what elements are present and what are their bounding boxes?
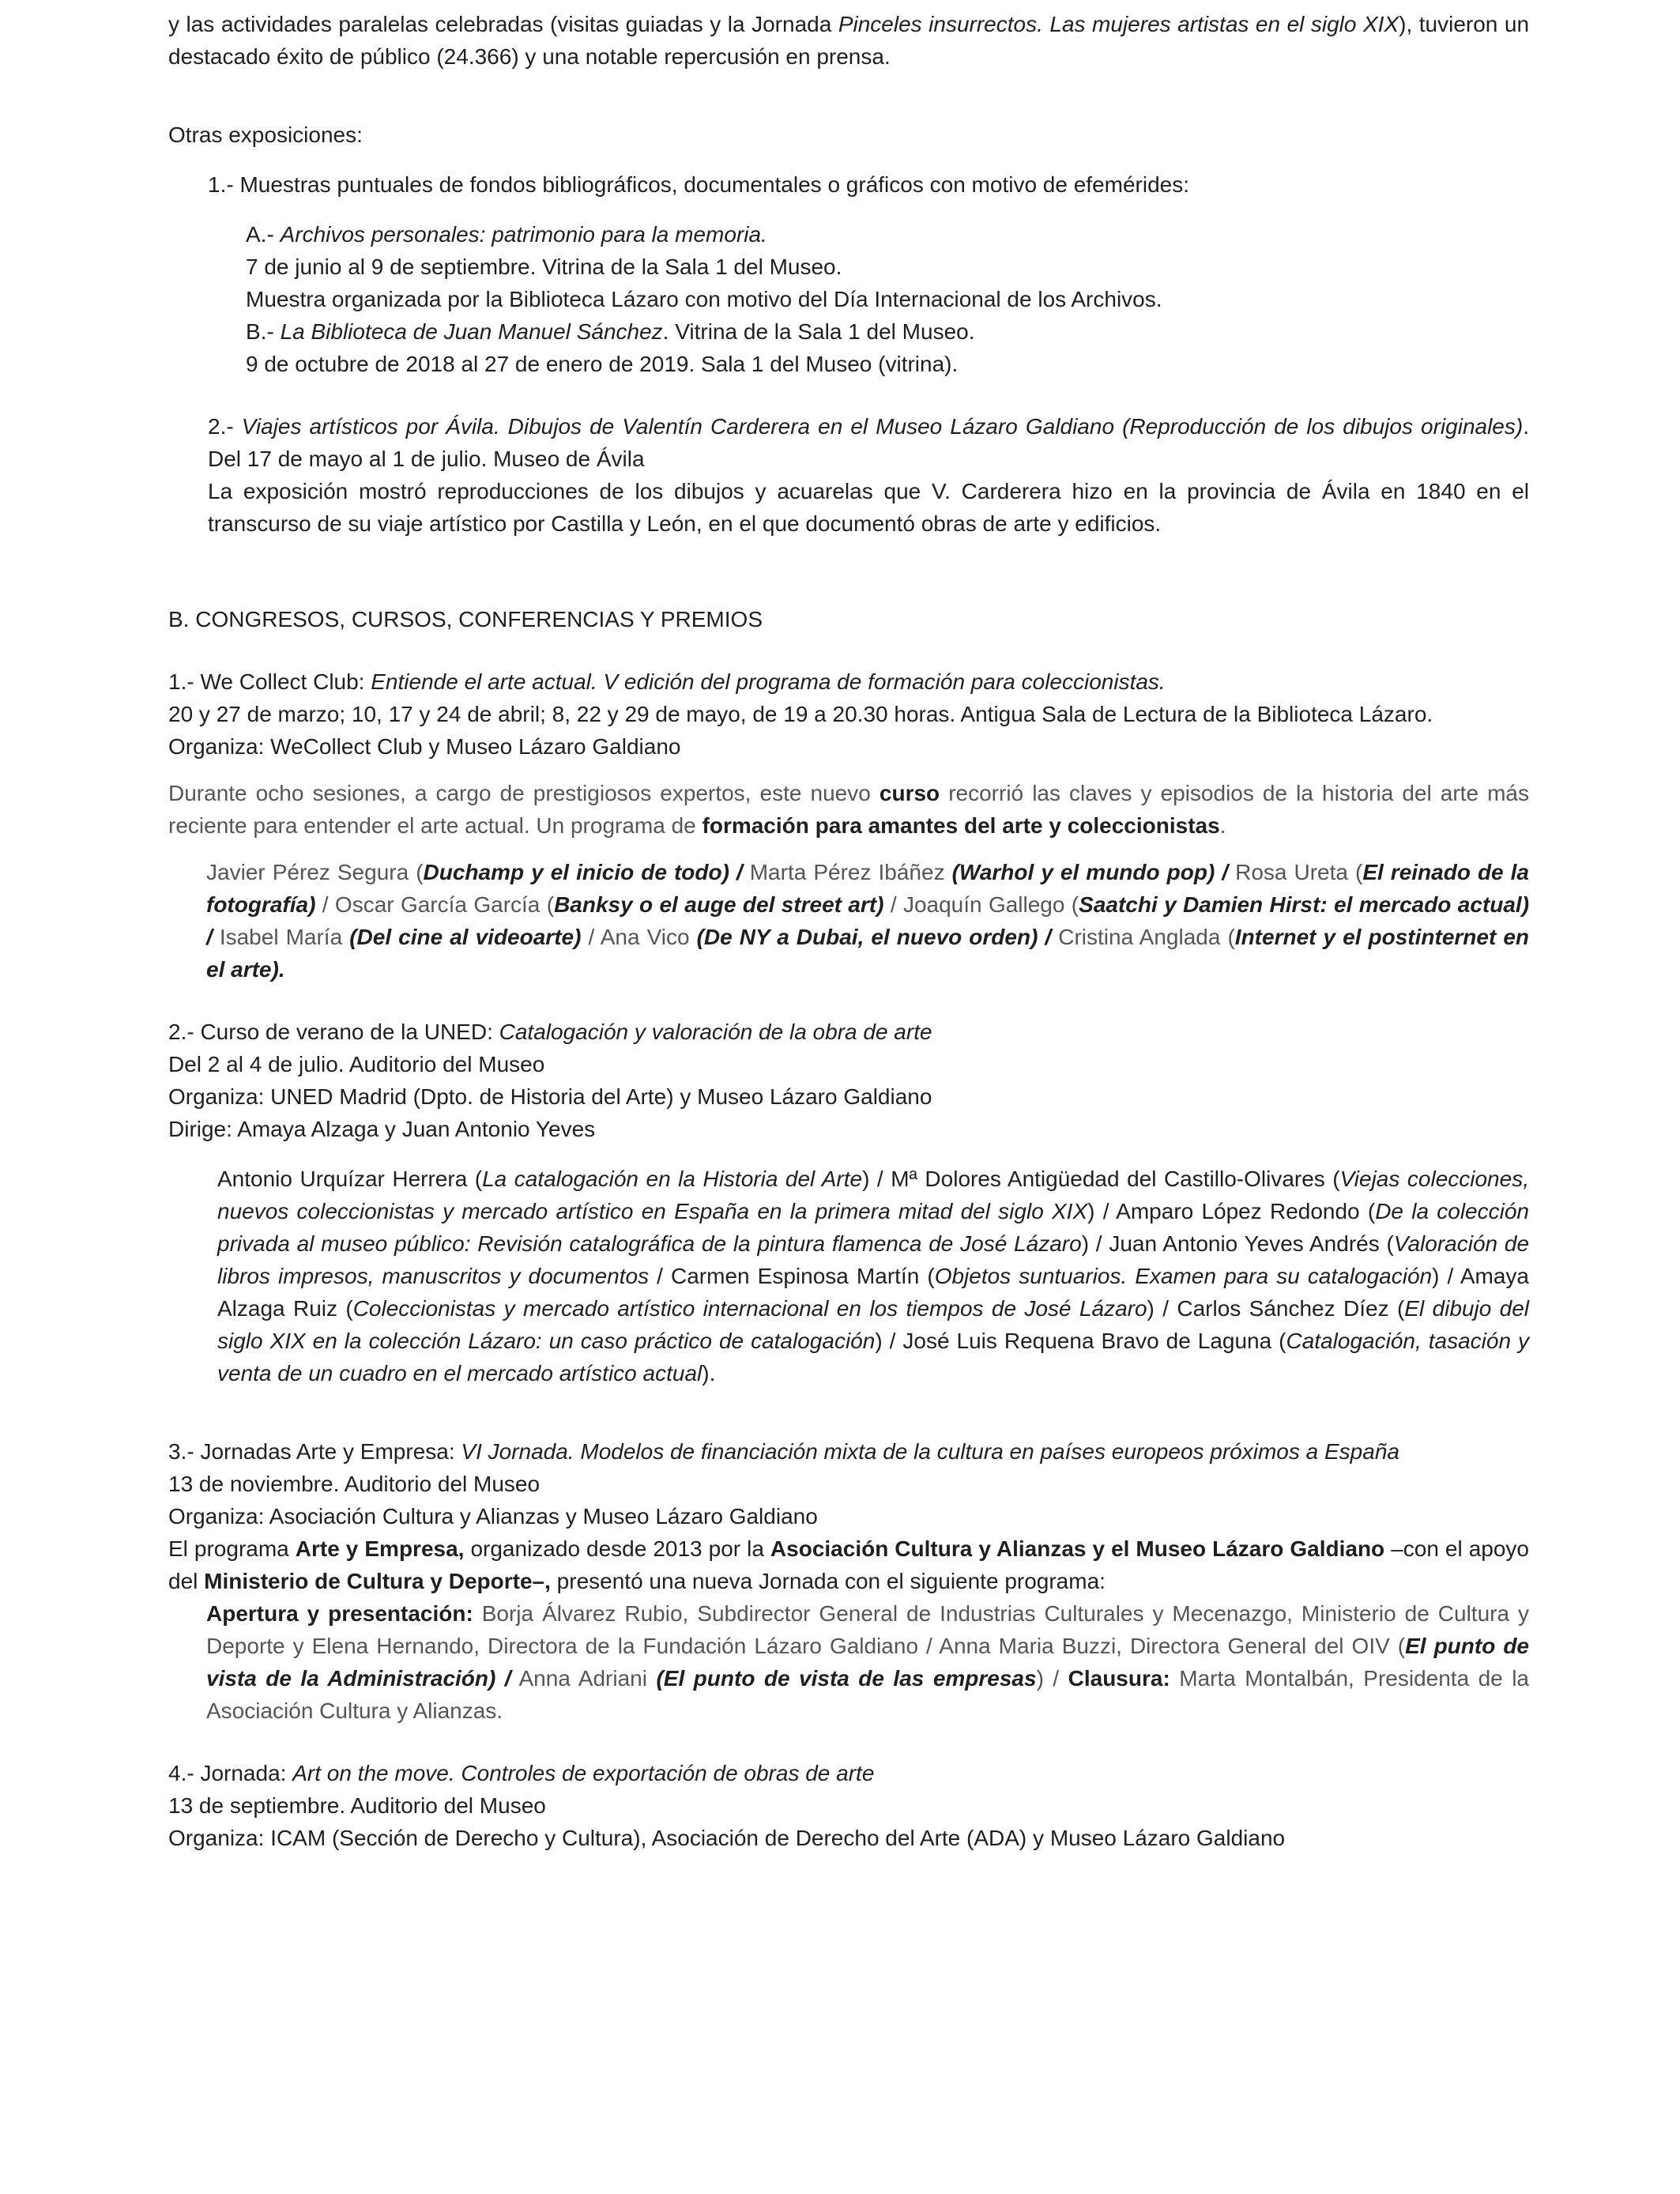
speaker-talk: Viejas colecciones, nuevos coleccionistas y mercado artístico en España en la primera mitad del siglo XIX [217,1167,1529,1223]
speaker-talk: Objetos suntuarios. Examen para su catalogación [934,1264,1433,1288]
intro-text: y las actividades paralelas celebradas (visitas guiadas y la Jornada [168,12,838,36]
speaker-talk: De la colección privada al museo público: Revisión catalográfica de la pintura flamenca de José Lázaro [217,1199,1529,1256]
s2-speakers: Antonio Urquízar Herrera (La catalogación en la Historia del Arte) / Mª Dolores Antigüedad del Castillo-Olivares (Viejas colecciones, nuevos coleccionistas y mercado artístico en España en la primera mitad del siglo XIX) / Amparo López Redondo (De la colección privada al museo público: Revisión catalográfica de la pintura flamenca de José Lázaro) / Juan Antonio Yeves Andrés (Valoración de libros impresos, manuscritos y documentos / Carmen Espinosa Martín (Objetos suntuarios. Examen para su catalogación) / Amaya Alzaga Ruiz (Coleccionistas y mercado artístico internacional en los tiempos de José Lázaro) / Carlos Sánchez Díez (El dibujo del siglo XIX en la colección Lázaro: un caso práctico de catalogación) / José Luis Requena Bravo de Laguna (Catalogación, tasación y venta de un cuadro en el mercado artístico actual). [217,1167,1530,1385]
item2-title-line: 2.- Viajes artísticos por Ávila. Dibujos de Valentín Carderera en el Museo Lázaro Galdiano (Reproducción de los dibujos originales). Del 17 de mayo al 1 de julio. Museo de Ávila [208,414,1529,471]
speaker-talk: Banksy o el auge del street art) [554,892,891,917]
intro-text-end: ), tuvieron un destacado éxito de público (24.366) y una notable repercusión en prensa. [168,12,1530,69]
section-b-1 [168,665,1529,986]
speaker-name: / Oscar García García ( [322,892,555,917]
speaker-talk: Duchamp y el inicio de todo) / [423,860,750,884]
speaker-name: Carlos Sánchez Díez ( [1177,1296,1405,1321]
speaker-name: Antonio Urquízar Herrera ( [217,1167,483,1191]
section-b-heading: B. CONGRESOS, CURSOS, CONFERENCIAS Y PREMIOS [168,607,763,631]
s4-dates: 13 de septiembre. Auditorio del Museo [168,1793,546,1818]
s4-title: Art on the move. Controles de exportación de obras de arte [292,1761,875,1785]
s3-title-line: 3.- Jornadas Arte y Empresa: VI Jornada. Modelos de financiación mixta de la cultura en países europeos próximos a España [168,1439,1399,1464]
speaker-name: Marta Pérez Ibáñez [749,860,952,884]
s4-org: Organiza: ICAM (Sección de Derecho y Cultura), Asociación de Derecho del Arte (ADA) y Museo Lázaro Galdiano [168,1826,1286,1850]
item-a-desc: Muestra organizada por la Biblioteca Lázaro con motivo del Día Internacional de los Archivos. [246,287,1162,311]
speaker-name: Rosa Ureta ( [1235,860,1363,884]
item2-title: Viajes artísticos por Ávila. Dibujos de Valentín Carderera en el Museo Lázaro Galdiano (Reproducción de los dibujos originales) [241,414,1524,439]
speaker-name: Cristina Anglada ( [1058,925,1235,949]
speaker-name: Amparo López Redondo ( [1116,1199,1376,1223]
s1-title: Entiende el arte actual. V edición del programa de formación para coleccionistas. [371,669,1166,694]
speaker-name: Juan Antonio Yeves Andrés ( [1109,1231,1394,1256]
speaker-talk: Coleccionistas y mercado artístico internacional en los tiempos de José Lázaro [352,1296,1147,1321]
speaker-talk: Valoración de libros impresos, manuscritos y documentos [217,1231,1530,1288]
s2-dates: Del 2 al 4 de julio. Auditorio del Museo [168,1052,545,1076]
speaker-name: / Joaquín Gallego ( [890,892,1079,917]
section-b-4 [168,1757,1529,1854]
intro-paragraph [168,8,1529,73]
speaker-name: Javier Pérez Segura ( [206,860,424,884]
otras-item1-title: 1.- Muestras puntuales de fondos bibliográficos, documentales o gráficos con motivo de efemérides: [208,172,1190,197]
s1-dates: 20 y 27 de marzo; 10, 17 y 24 de abril; 8, 22 y 29 de mayo, de 19 a 20.30 horas. Antigua Sala de Lectura de la Biblioteca Lázaro. [168,702,1433,726]
speaker-name: Amaya Alzaga Ruiz ( [217,1264,1529,1321]
speaker-name: / Ana Vico [588,925,697,949]
section-b-2 [168,1016,1529,1389]
s3-org: Organiza: Asociación Cultura y Alianzas y Museo Lázaro Galdiano [168,1504,818,1529]
speaker-talk: El dibujo del siglo XIX en la colección Lázaro: un caso práctico de catalogación [217,1296,1530,1353]
speaker-name: Isabel María [219,925,350,949]
item-a-title: Archivos personales: patrimonio para la memoria. [280,222,767,247]
speaker-talk: (Warhol y el mundo pop) / [951,860,1236,884]
s1-description: Durante ocho sesiones, a cargo de prestigiosos expertos, este nuevo curso recorrió las claves y episodios de la historia del arte más reciente para entender el arte actual. Un programa de formación para amantes del arte y coleccionistas. [168,781,1530,838]
s2-org: Organiza: UNED Madrid (Dpto. de Historia del Arte) y Museo Lázaro Galdiano [168,1084,932,1109]
s2-title: Catalogación y valoración de la obra de arte [499,1020,932,1044]
item-b-dates: 9 de octubre de 2018 al 27 de enero de 2019. Sala 1 del Museo (vitrina). [246,352,959,376]
item-b-title: La Biblioteca de Juan Manuel Sánchez [280,319,663,344]
s3-program: Apertura y presentación: Borja Álvarez Rubio, Subdirector General de Industrias Culturales y Mecenazgo, Ministerio de Cultura y Deporte y Elena Hernando, Directora de la Fundación Lázaro Galdiano / Anna Maria Buzzi, Directora General del OIV (El punto de vista de la Administración) / Anna Adriani (El punto de vista de las empresas) / Clausura: Marta Montalbán, Presidenta de la Asociación Cultura y Alianzas. [206,1601,1530,1723]
otras-heading: Otras exposiciones: [168,123,363,147]
item-a-line: A.- Archivos personales: patrimonio para la memoria. [246,222,767,247]
speaker-talk: Saatchi y Damien Hirst: el mercado actual) / [206,892,1530,949]
s3-dates: 13 de noviembre. Auditorio del Museo [168,1472,541,1496]
speaker-talk: Catalogación, tasación y venta de un cuadro en el mercado artístico actual [217,1329,1529,1385]
s1-title-line: 1.- We Collect Club: Entiende el arte actual. V edición del programa de formación para coleccionistas. [168,669,1166,694]
speaker-talk: Internet y el postinternet en el arte). [206,925,1530,982]
s4-title-line: 4.- Jornada: Art on the move. Controles de exportación de obras de arte [168,1761,875,1785]
speaker-talk: (De NY a Dubai, el nuevo orden) / [696,925,1059,949]
s2-title-line: 2.- Curso de verano de la UNED: Catalogación y valoración de la obra de arte [168,1020,932,1044]
intro-event-title: Pinceles insurrectos. Las mujeres artistas en el siglo XIX [838,12,1399,36]
speaker-talk: La catalogación en la Historia del Arte [482,1167,863,1191]
s1-speakers [168,856,1529,986]
document-page [168,8,1529,1854]
s3-title: VI Jornada. Modelos de financiación mixta de la cultura en países europeos próximos a España [461,1439,1399,1464]
speaker-name: Carmen Espinosa Martín ( [671,1264,935,1288]
s3-program-intro: El programa Arte y Empresa, organizado desde 2013 por la Asociación Cultura y Alianzas y el Museo Lázaro Galdiano –con el apoyo del Ministerio de Cultura y Deporte–, presentó una nueva Jornada con el siguiente programa: [168,1536,1530,1593]
s1-org: Organiza: WeCollect Club y Museo Lázaro Galdiano [168,734,681,759]
item2-desc: La exposición mostró reproducciones de los dibujos y acuarelas que V. Carderera hizo en la provincia de Ávila en 1840 en el transcurso de su viaje artístico por Castilla y León, en el que documentó obras de arte y edificios. [208,479,1529,536]
speaker-name: Mª Dolores Antigüedad del Castillo-Olivares ( [891,1167,1340,1191]
speaker-talk: El reinado de la fotografía) [206,860,1530,917]
speaker-talk: (Del cine al videoarte) [349,925,589,949]
item-b-line: B.- La Biblioteca de Juan Manuel Sánchez. Vitrina de la Sala 1 del Museo. [246,319,975,344]
section-b-3 [168,1435,1529,1727]
s2-director: Dirige: Amaya Alzaga y Juan Antonio Yeves [168,1117,596,1141]
speaker-name: José Luis Requena Bravo de Laguna ( [902,1329,1286,1353]
item-a-dates: 7 de junio al 9 de septiembre. Vitrina de la Sala 1 del Museo. [246,254,842,279]
otras-item1-list [168,218,1529,380]
otras-item2 [168,410,1529,540]
